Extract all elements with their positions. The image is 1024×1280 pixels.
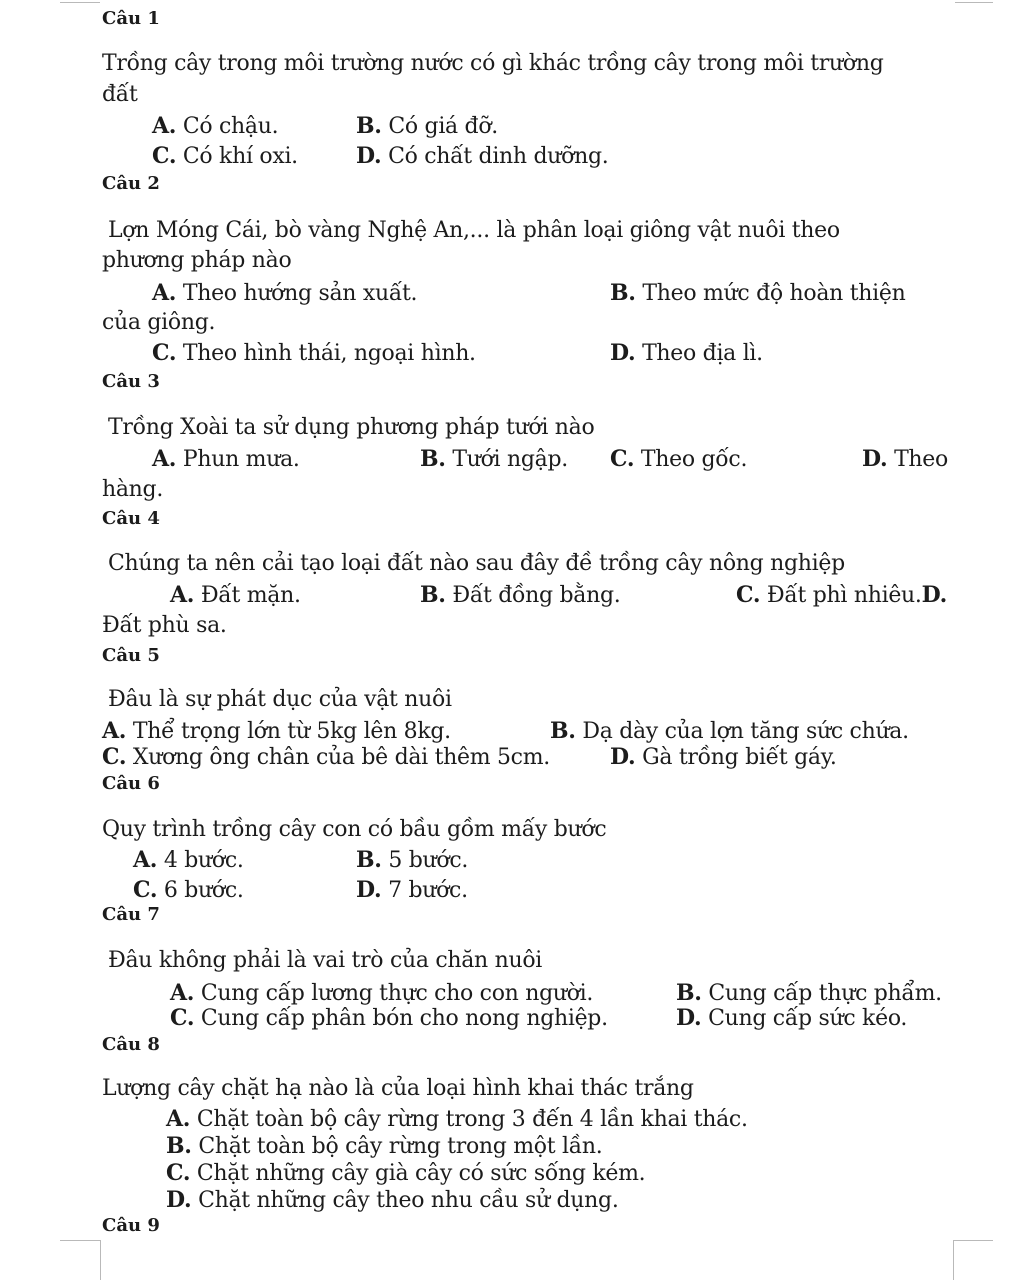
option-text: Cung cấp lương thực cho con người. (200, 981, 594, 1006)
option-text: Xương ông chân của bê dài thêm 5cm. (132, 745, 550, 770)
question-5-option-b (550, 718, 909, 745)
option-letter: C. (152, 143, 177, 169)
option-text: Theo hình thái, ngoại hình. (182, 341, 476, 366)
option-text: Đất đồng bằng. (452, 583, 621, 608)
question-7-option-a (170, 980, 593, 1007)
question-3-option-a (152, 446, 300, 473)
question-4-label: Câu 4 (102, 508, 160, 529)
option-letter: B. (420, 446, 446, 472)
crop-mark-top-right (955, 2, 993, 3)
question-1-option-a (152, 113, 278, 140)
option-letter: A. (152, 113, 177, 139)
question-2-option-a (152, 280, 417, 307)
option-text: Theo địa lì. (642, 341, 763, 366)
question-5-option-d (610, 744, 837, 771)
question-3-option-c (610, 446, 747, 473)
crop-mark-top-left (60, 2, 100, 3)
question-8-option-c (166, 1160, 645, 1187)
question-2-option-d (610, 340, 763, 367)
option-letter: B. (610, 280, 636, 306)
option-letter: D. (610, 340, 636, 366)
option-letter: B. (356, 113, 382, 139)
question-5-option-a (102, 718, 451, 745)
option-letter: C. (133, 877, 158, 903)
option-text: Theo hướng sản xuất. (182, 281, 418, 306)
question-8-label: Câu 8 (102, 1034, 160, 1055)
question-5-label: Câu 5 (102, 645, 160, 666)
question-7-option-c (170, 1005, 608, 1032)
question-9-label: Câu 9 (102, 1215, 160, 1236)
question-2-label: Câu 2 (102, 173, 160, 194)
option-letter: C. (736, 582, 761, 608)
option-text: Theo mức độ hoàn thiện (642, 281, 906, 306)
question-2-option-b-continued: của giông. (102, 310, 216, 335)
question-2-option-c (152, 340, 476, 367)
option-text: Có chậu. (182, 114, 279, 139)
question-4-option-a (170, 582, 301, 609)
question-6-option-b (356, 847, 468, 874)
question-3-label: Câu 3 (102, 371, 160, 392)
question-4-text-line-1: Chúng ta nên cải tạo loại đất nào sau đây đề trồng cây nông nghiệp (108, 551, 845, 576)
question-8-option-b (166, 1133, 602, 1160)
option-letter: B. (676, 980, 702, 1006)
option-letter: C. (152, 340, 177, 366)
option-letter: D. (610, 744, 636, 770)
question-1-option-d (356, 143, 608, 170)
option-text: Có giá đỡ. (388, 114, 498, 139)
question-4-option-c (736, 582, 947, 609)
option-text: Cung cấp sức kéo. (708, 1006, 908, 1031)
option-text: Có chất dinh dưỡng. (388, 144, 609, 169)
question-7-option-d (676, 1005, 907, 1032)
question-4-option-b (420, 582, 620, 609)
option-text: Có khí oxi. (182, 144, 298, 169)
option-text: 6 bước. (163, 878, 244, 903)
question-2-option-b (610, 280, 905, 307)
option-text: Chặt những cây già cây có sức sống kém. (196, 1161, 646, 1186)
question-3-option-d (862, 446, 948, 473)
option-letter: A. (152, 446, 177, 472)
option-letter: D. (676, 1005, 702, 1031)
option-letter: C. (170, 1005, 195, 1031)
option-letter: A. (102, 718, 127, 744)
option-letter: B. (356, 847, 382, 873)
option-text: 4 bước. (163, 848, 244, 873)
option-text: Đất mặn. (200, 583, 301, 608)
option-letter: A. (170, 980, 195, 1006)
option-text: Gà trồng biết gáy. (642, 745, 837, 770)
option-text: Theo (894, 447, 948, 472)
option-letter: C. (610, 446, 635, 472)
option-letter: B. (550, 718, 576, 744)
option-text: Tưới ngập. (452, 447, 568, 472)
crop-mark-bottom-right-h (953, 1240, 993, 1241)
option-text: 5 bước. (388, 848, 469, 873)
question-8-option-d (166, 1187, 619, 1214)
option-text: 7 bước. (388, 878, 468, 903)
question-7-label: Câu 7 (102, 904, 160, 925)
option-text: Cung cấp phân bón cho nong nghiệp. (200, 1006, 608, 1031)
question-4-option-d-continued: Đất phù sa. (102, 613, 227, 638)
option-letter: D. (356, 143, 382, 169)
option-letter: D. (356, 877, 382, 903)
option-letter: B. (420, 582, 446, 608)
question-5-option-c (102, 744, 550, 771)
question-6-text-line-1: Quy trình trồng cây con có bầu gồm mấy bước (102, 817, 607, 842)
question-3-text-line-1: Trồng Xoài ta sử dụng phương pháp tưới nào (108, 415, 595, 440)
option-letter: A. (152, 280, 177, 306)
question-1-text-line-1: Trồng cây trong môi trường nước có gì khác trồng cây trong môi trường (102, 51, 884, 76)
question-1-text-line-2: đất (102, 82, 138, 107)
question-2-text-line-1: Lợn Móng Cái, bò vàng Nghệ An,... là phân loại giông vật nuôi theo (108, 218, 840, 243)
option-letter: C. (102, 744, 127, 770)
question-1-option-c (152, 143, 298, 170)
option-letter: A. (170, 582, 195, 608)
question-6-label: Câu 6 (102, 773, 160, 794)
option-text: Chặt toàn bộ cây rừng trong một lần. (198, 1134, 603, 1159)
question-7-text-line-1: Đâu không phải là vai trò của chăn nuôi (108, 948, 543, 973)
question-8-option-a (166, 1106, 748, 1133)
option-text: Đất phì nhiêu. (766, 583, 922, 608)
crop-mark-bottom-right-v (953, 1240, 954, 1280)
option-letter: D. (166, 1187, 192, 1213)
question-2-text-line-2: phương pháp nào (102, 248, 292, 273)
option-text: Thể trọng lớn từ 5kg lên 8kg. (132, 719, 451, 744)
question-3-option-b (420, 446, 568, 473)
question-6-option-a (133, 847, 244, 874)
option-text: Phun mưa. (182, 447, 300, 472)
option-text: Cung cấp thực phẩm. (708, 981, 942, 1006)
option-letter: B. (166, 1133, 192, 1159)
option-text: Chặt những cây theo nhu cầu sử dụng. (198, 1188, 619, 1213)
crop-mark-bottom-left-v (100, 1240, 101, 1280)
option-letter: D. (862, 446, 888, 472)
option-text: Dạ dày của lợn tăng sức chứa. (582, 719, 909, 744)
question-1-option-b (356, 113, 498, 140)
option-letter: C. (166, 1160, 191, 1186)
option-letter: A. (133, 847, 158, 873)
question-3-option-d-continued: hàng. (102, 477, 164, 502)
question-8-text-line-1: Lượng cây chặt hạ nào là của loại hình khai thác trắng (102, 1076, 694, 1101)
crop-mark-bottom-left-h (60, 1240, 100, 1241)
question-5-text-line-1: Đâu là sự phát dục của vật nuôi (108, 687, 452, 712)
option-letter-d: D. (921, 582, 947, 608)
question-6-option-d (356, 877, 468, 904)
option-text: Chặt toàn bộ cây rừng trong 3 đến 4 lần khai thác. (196, 1107, 748, 1132)
option-letter: A. (166, 1106, 191, 1132)
option-text: Theo gốc. (640, 447, 748, 472)
question-7-option-b (676, 980, 942, 1007)
question-6-option-c (133, 877, 244, 904)
question-1-label: Câu 1 (102, 8, 160, 29)
